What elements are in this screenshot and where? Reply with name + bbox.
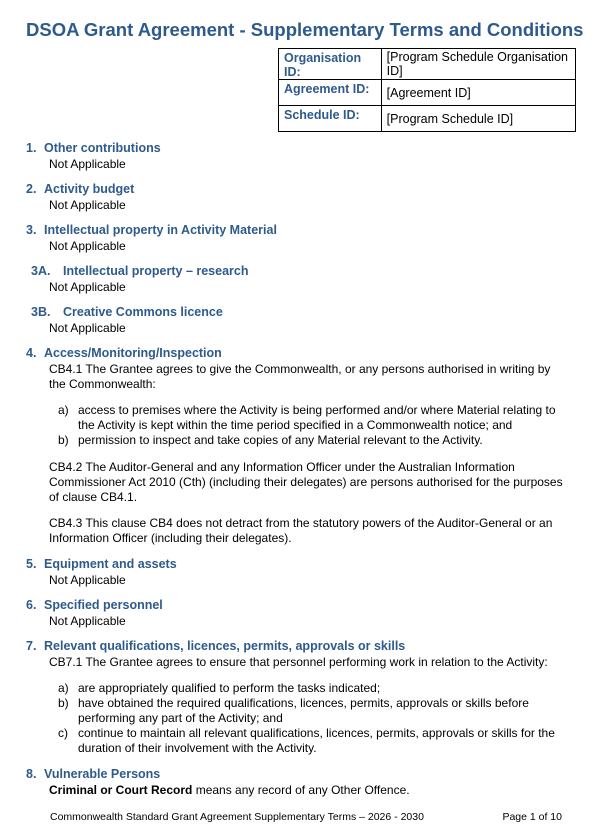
section-number: 3B. <box>31 305 51 319</box>
list-item-text: are appropriately qualified to perform the tasks indicated; <box>78 681 381 695</box>
agreement-id-value: [Agreement ID] <box>381 80 575 106</box>
section-2-body: Not Applicable <box>49 198 126 212</box>
list-marker: b) <box>58 696 69 710</box>
section-title: Vulnerable Persons <box>44 767 161 781</box>
section-3a-body: Not Applicable <box>49 280 126 294</box>
section-1-heading <box>26 141 161 155</box>
list-item <box>58 681 570 696</box>
section-4-heading <box>26 346 222 360</box>
section-title: Activity budget <box>44 182 135 196</box>
section-number: 2. <box>26 182 37 196</box>
section-6-heading <box>26 598 163 612</box>
organisation-id-label: Organisation ID: <box>279 49 382 80</box>
section-3-body: Not Applicable <box>49 239 126 253</box>
clause-cb7-1: CB7.1 The Grantee agrees to ensure that personnel performing work in relation to the Activity: <box>49 655 548 669</box>
section-6-body: Not Applicable <box>49 614 126 628</box>
section-1-body: Not Applicable <box>49 157 126 171</box>
list-item-text: have obtained the required qualifications, licences, permits, approvals or skills before performing any part of the Activity; and <box>78 696 529 725</box>
table-row <box>279 106 576 132</box>
section-8-heading <box>26 767 160 781</box>
section-3a-heading <box>31 264 249 278</box>
agreement-id-label: Agreement ID: <box>279 80 382 106</box>
clause-cb4-2: CB4.2 The Auditor-General and any Information Officer under the Australian Information Commissioner Act 2010 (Cth) (including their delegates) are persons authorised for the purposes of clause CB4.1. <box>49 460 563 504</box>
list-item-text: permission to inspect and take copies of any Material relevant to the Activity. <box>78 433 483 447</box>
section-3b-body: Not Applicable <box>49 321 126 335</box>
page-number: Page 1 of 10 <box>502 811 562 823</box>
list-item-text: access to premises where the Activity is being performed and/or where Material relating to the Activity is kept within the time period specified in a Commonwealth notice; and <box>78 403 556 432</box>
section-title: Other contributions <box>44 141 161 155</box>
section-title: Intellectual property – research <box>63 264 249 278</box>
list-item <box>58 726 570 756</box>
list-marker: b) <box>58 433 69 447</box>
cb4-1-list <box>58 403 570 448</box>
section-number: 4. <box>26 346 37 360</box>
section-title: Specified personnel <box>44 598 163 612</box>
section-number: 1. <box>26 141 37 155</box>
section-title: Creative Commons licence <box>63 305 223 319</box>
clause-cb4-1: CB4.1 The Grantee agrees to give the Commonwealth, or any persons authorised in writing by the Commonwealth: <box>49 362 551 391</box>
section-number: 7. <box>26 639 37 653</box>
section-title: Equipment and assets <box>44 557 177 571</box>
section-number: 6. <box>26 598 37 612</box>
page-title: DSOA Grant Agreement - Supplementary Terms and Conditions <box>26 19 584 40</box>
section-8-body <box>49 783 569 798</box>
list-item <box>58 696 570 726</box>
section-5-heading <box>26 557 177 571</box>
list-marker: a) <box>58 681 69 695</box>
organisation-id-value: [Program Schedule Organisation ID] <box>381 49 575 80</box>
table-row <box>279 49 576 80</box>
page-footer <box>50 811 562 823</box>
cb7-1-list <box>58 681 570 756</box>
section-number: 3A. <box>31 264 51 278</box>
list-item <box>58 403 570 433</box>
definition-text: means any record of any Other Offence. <box>192 783 410 797</box>
section-title: Access/Monitoring/Inspection <box>44 346 222 360</box>
section-number: 8. <box>26 767 37 781</box>
section-number: 3. <box>26 223 37 237</box>
section-2-heading <box>26 182 134 196</box>
list-marker: c) <box>58 726 68 740</box>
id-table <box>278 48 576 132</box>
defined-term: Criminal or Court Record <box>49 783 193 797</box>
schedule-id-value: [Program Schedule ID] <box>381 106 575 132</box>
section-3-heading <box>26 223 277 237</box>
section-title: Intellectual property in Activity Material <box>44 223 277 237</box>
table-row <box>279 80 576 106</box>
list-item <box>58 433 570 448</box>
footer-document-title: Commonwealth Standard Grant Agreement Supplementary Terms – 2026 - 2030 <box>50 811 424 823</box>
section-3b-heading <box>31 305 223 319</box>
list-marker: a) <box>58 403 69 417</box>
clause-cb4-3: CB4.3 This clause CB4 does not detract from the statutory powers of the Auditor-General or an Information Officer (including their delegates). <box>49 516 553 545</box>
schedule-id-label: Schedule ID: <box>279 106 382 132</box>
section-title: Relevant qualifications, licences, permits, approvals or skills <box>44 639 406 653</box>
list-item-text: continue to maintain all relevant qualifications, licences, permits, approvals or skills for the duration of their involvement with the Activity. <box>78 726 555 755</box>
section-5-body: Not Applicable <box>49 573 126 587</box>
section-7-heading <box>26 639 405 653</box>
section-number: 5. <box>26 557 37 571</box>
